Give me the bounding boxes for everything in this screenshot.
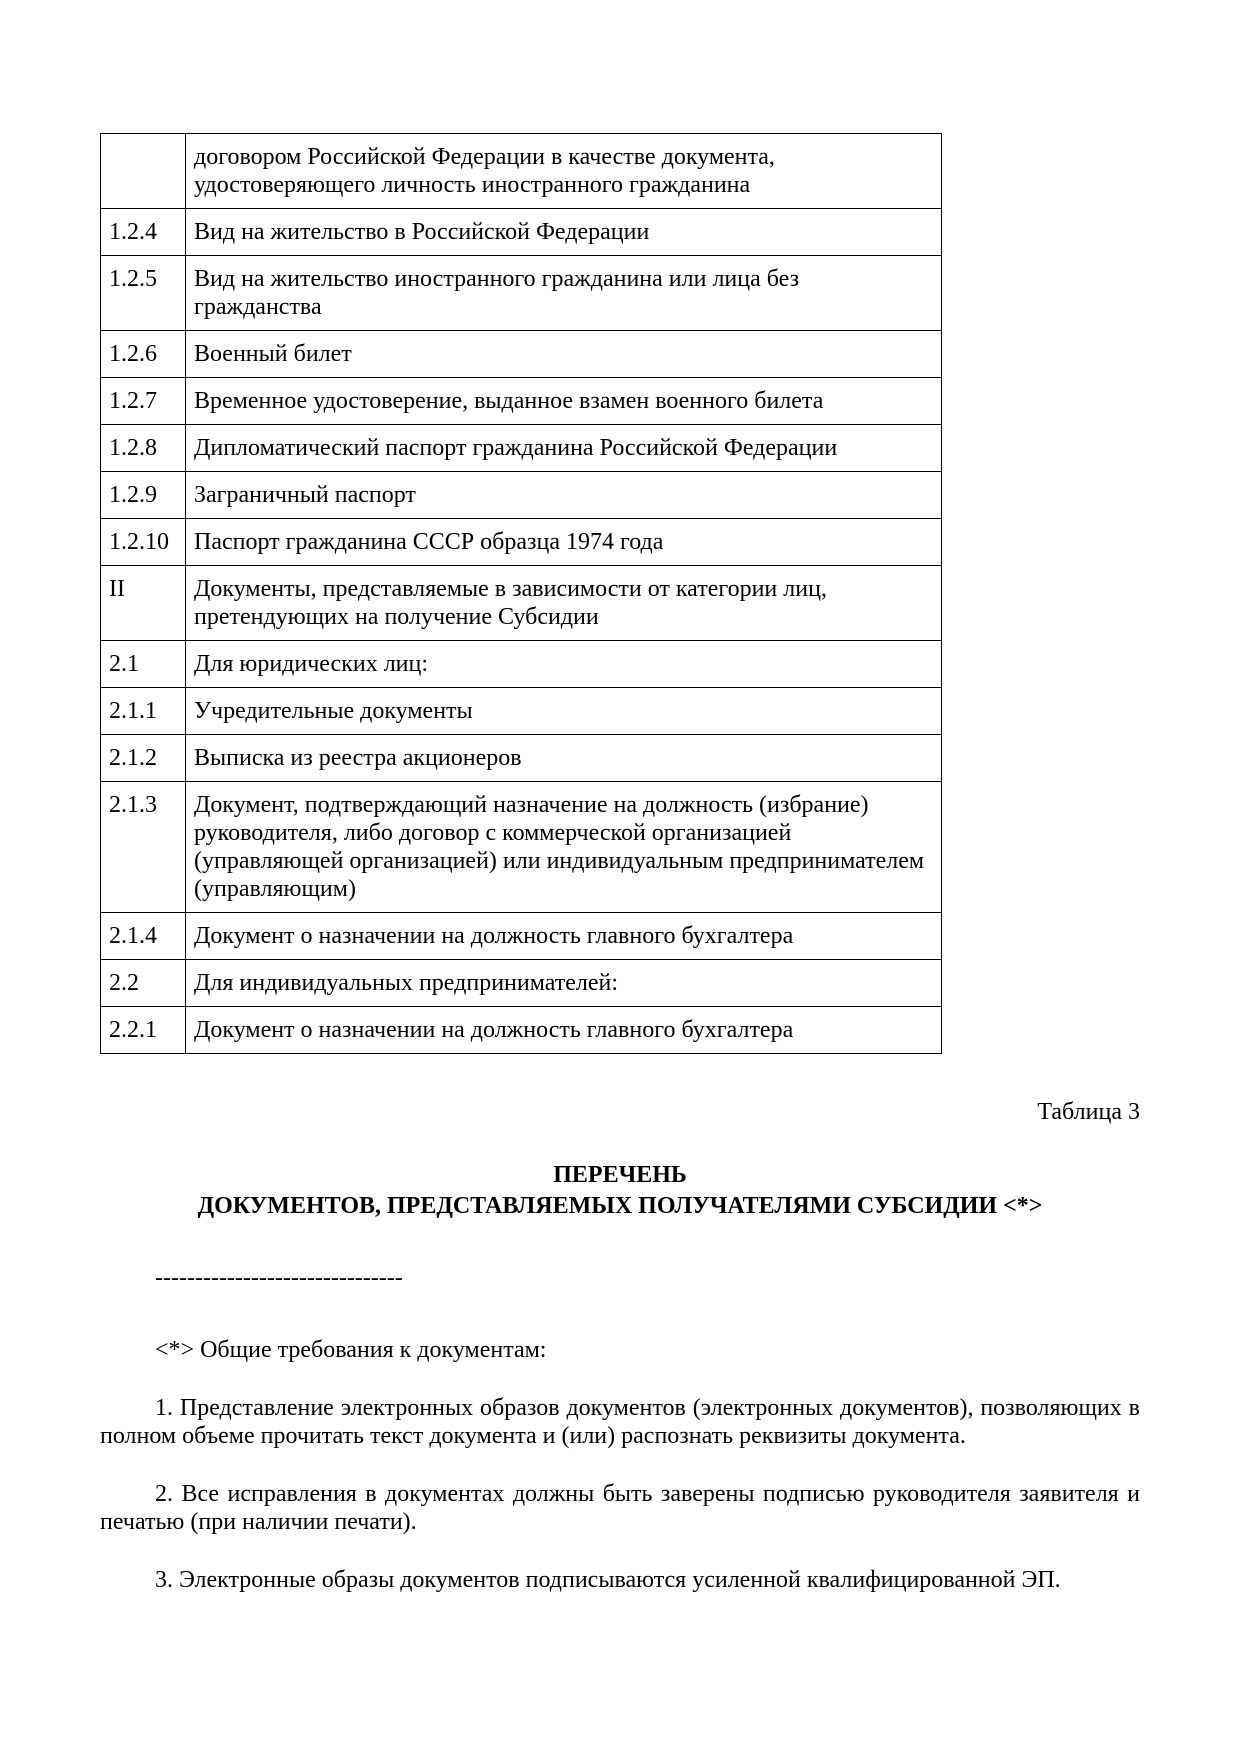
- footnote-divider: -------------------------------: [155, 1265, 403, 1291]
- table-row: [101, 913, 942, 960]
- row-number-cell: 1.2.6: [101, 331, 186, 378]
- row-number-cell: 2.1.2: [101, 735, 186, 782]
- row-number-cell: II: [101, 566, 186, 641]
- page-title-line1: ПЕРЕЧЕНЬ: [553, 1162, 687, 1188]
- row-number-cell: 2.2.1: [101, 1007, 186, 1054]
- row-number-cell: 1.2.9: [101, 472, 186, 519]
- footnote-intro: <*> Общие требования к документам:: [155, 1337, 547, 1363]
- documents-table: [100, 133, 942, 1054]
- row-text-cell: Заграничный паспорт: [186, 472, 942, 519]
- row-number-cell: 2.1: [101, 641, 186, 688]
- table-row: [101, 519, 942, 566]
- table-row: [101, 472, 942, 519]
- row-number-cell: 1.2.7: [101, 378, 186, 425]
- row-text-cell: договором Российской Федерации в качестве документа, удостоверяющего личность иностранного гражданина: [186, 134, 942, 209]
- row-text-cell: Вид на жительство в Российской Федерации: [186, 209, 942, 256]
- table-row: [101, 378, 942, 425]
- row-number-cell: 1.2.10: [101, 519, 186, 566]
- row-number-cell: 2.2: [101, 960, 186, 1007]
- table-row: [101, 688, 942, 735]
- table-row: [101, 134, 942, 209]
- row-text-cell: Документ, подтверждающий назначение на должность (избрание) руководителя, либо договор с коммерческой организацией (управляющей организацией) или индивидуальным предпринимателем (управляющим): [186, 782, 942, 913]
- row-text-cell: Военный билет: [186, 331, 942, 378]
- page-title: [100, 1160, 1140, 1222]
- row-text-cell: Документ о назначении на должность главного бухгалтера: [186, 1007, 942, 1054]
- table-row: [101, 256, 942, 331]
- row-text-cell: Выписка из реестра акционеров: [186, 735, 942, 782]
- table-row: [101, 735, 942, 782]
- table-row: [101, 1007, 942, 1054]
- table-row: [101, 960, 942, 1007]
- row-number-cell: 1.2.8: [101, 425, 186, 472]
- row-text-cell: Вид на жительство иностранного гражданина или лица без гражданства: [186, 256, 942, 331]
- table-row: [101, 566, 942, 641]
- row-number-cell: 2.1.4: [101, 913, 186, 960]
- table-row: [101, 331, 942, 378]
- table-row: [101, 782, 942, 913]
- row-text-cell: Паспорт гражданина СССР образца 1974 года: [186, 519, 942, 566]
- row-text-cell: Документы, представляемые в зависимости от категории лиц, претендующих на получение Субсидии: [186, 566, 942, 641]
- footnote-paragraph: 1. Представление электронных образов документов (электронных документов), позволяющих в полном объеме прочитать текст документа и (или) распознать реквизиты документа.: [100, 1395, 1140, 1449]
- row-number-cell: [101, 134, 186, 209]
- row-text-cell: Временное удостоверение, выданное взамен военного билета: [186, 378, 942, 425]
- row-text-cell: Дипломатический паспорт гражданина Российской Федерации: [186, 425, 942, 472]
- row-number-cell: 1.2.4: [101, 209, 186, 256]
- row-text-cell: Документ о назначении на должность главного бухгалтера: [186, 913, 942, 960]
- footnote-paragraph: 2. Все исправления в документах должны быть заверены подписью руководителя заявителя и печатью (при наличии печати).: [100, 1481, 1140, 1535]
- table-caption: Таблица 3: [1037, 1099, 1140, 1125]
- footnote-paragraph: 3. Электронные образы документов подписываются усиленной квалифицированной ЭП.: [155, 1567, 1061, 1593]
- row-text-cell: Для юридических лиц:: [186, 641, 942, 688]
- table-row: [101, 641, 942, 688]
- table-row: [101, 209, 942, 256]
- row-text-cell: Для индивидуальных предпринимателей:: [186, 960, 942, 1007]
- row-number-cell: 2.1.1: [101, 688, 186, 735]
- row-number-cell: 2.1.3: [101, 782, 186, 913]
- page-title-line2: ДОКУМЕНТОВ, ПРЕДСТАВЛЯЕМЫХ ПОЛУЧАТЕЛЯМИ СУБСИДИИ <*>: [197, 1193, 1043, 1219]
- table-row: [101, 425, 942, 472]
- row-text-cell: Учредительные документы: [186, 688, 942, 735]
- row-number-cell: 1.2.5: [101, 256, 186, 331]
